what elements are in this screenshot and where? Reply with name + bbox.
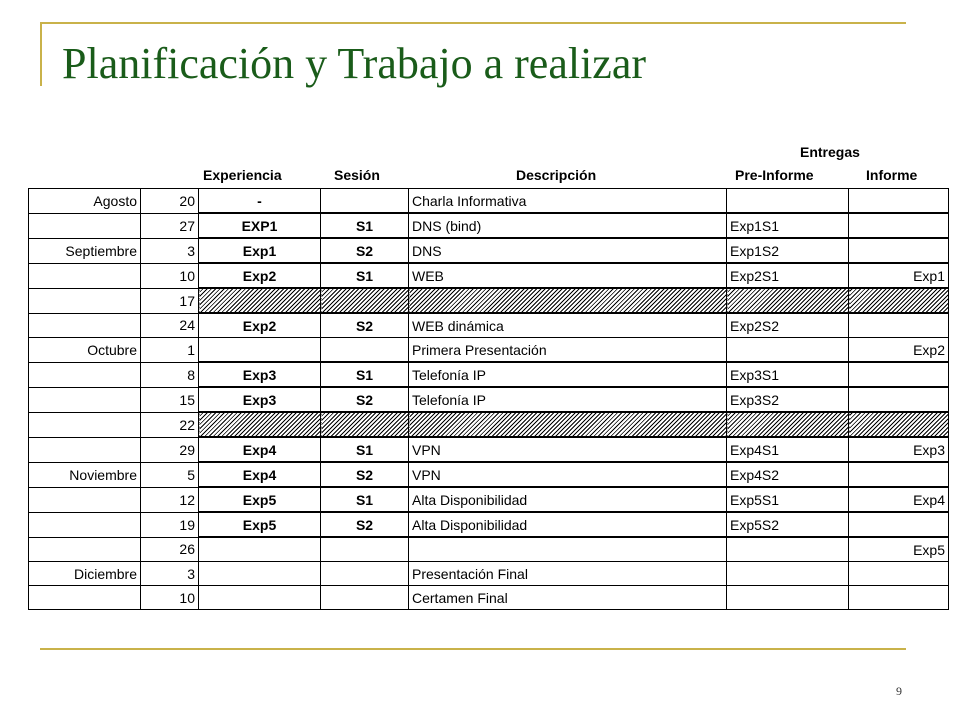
header-informe: Informe [866, 167, 918, 183]
informe-cell: Exp2 [849, 338, 949, 363]
day-cell: 29 [141, 437, 199, 462]
table-row [29, 412, 949, 437]
informe-cell: Exp5 [849, 537, 949, 562]
informe-cell [849, 586, 949, 610]
header-experiencia: Experiencia [203, 167, 282, 183]
descripcion-cell: VPN [409, 437, 727, 462]
month-cell [29, 313, 141, 338]
table-row [29, 586, 949, 610]
table-row [29, 512, 949, 537]
descripcion-cell [409, 412, 727, 437]
month-cell [29, 263, 141, 288]
descripcion-cell: Presentación Final [409, 562, 727, 586]
informe-cell [849, 412, 949, 437]
experiencia-cell: Exp4 [199, 437, 321, 462]
descripcion-cell: VPN [409, 462, 727, 487]
experiencia-cell: Exp2 [199, 263, 321, 288]
experiencia-cell: EXP1 [199, 213, 321, 238]
month-cell [29, 437, 141, 462]
descripcion-cell: DNS (bind) [409, 213, 727, 238]
informe-cell [849, 387, 949, 412]
experiencia-cell: - [199, 189, 321, 214]
day-cell: 3 [141, 238, 199, 263]
day-cell: 22 [141, 412, 199, 437]
descripcion-cell: Telefonía IP [409, 362, 727, 387]
day-cell: 10 [141, 263, 199, 288]
table-row [29, 288, 949, 313]
pre-informe-cell: Exp1S1 [727, 213, 849, 238]
header-sesion: Sesión [334, 167, 380, 183]
sesion-cell [321, 412, 409, 437]
header-descripcion: Descripción [516, 167, 597, 183]
sesion-cell: S1 [321, 263, 409, 288]
pre-informe-cell: Exp3S2 [727, 387, 849, 412]
experiencia-cell: Exp5 [199, 487, 321, 512]
informe-cell [849, 462, 949, 487]
day-cell: 10 [141, 586, 199, 610]
day-cell: 17 [141, 288, 199, 313]
table-row [29, 189, 949, 214]
day-cell: 8 [141, 362, 199, 387]
experiencia-cell: Exp3 [199, 387, 321, 412]
informe-cell [849, 562, 949, 586]
table-row [29, 387, 949, 412]
bottom-rule [40, 648, 906, 650]
sesion-cell: S1 [321, 437, 409, 462]
month-cell: Septiembre [29, 238, 141, 263]
schedule-table-wrapper [28, 188, 949, 610]
informe-cell [849, 189, 949, 214]
header-entregas: Entregas [800, 144, 860, 160]
month-cell: Diciembre [29, 562, 141, 586]
table-row [29, 213, 949, 238]
descripcion-cell [409, 288, 727, 313]
experiencia-cell: Exp1 [199, 238, 321, 263]
pre-informe-cell: Exp1S2 [727, 238, 849, 263]
descripcion-cell: Alta Disponibilidad [409, 487, 727, 512]
pre-informe-cell: Exp2S1 [727, 263, 849, 288]
experiencia-cell [199, 537, 321, 562]
experiencia-cell: Exp3 [199, 362, 321, 387]
month-cell [29, 362, 141, 387]
left-rule [40, 22, 42, 86]
experiencia-cell [199, 338, 321, 363]
table-row [29, 313, 949, 338]
pre-informe-cell [727, 288, 849, 313]
day-cell: 3 [141, 562, 199, 586]
experiencia-cell [199, 562, 321, 586]
month-cell [29, 586, 141, 610]
informe-cell [849, 238, 949, 263]
month-cell: Octubre [29, 338, 141, 363]
sesion-cell [321, 338, 409, 363]
informe-cell [849, 313, 949, 338]
month-cell [29, 537, 141, 562]
informe-cell: Exp1 [849, 263, 949, 288]
month-cell [29, 487, 141, 512]
month-cell [29, 288, 141, 313]
experiencia-cell: Exp2 [199, 313, 321, 338]
month-cell [29, 213, 141, 238]
day-cell: 19 [141, 512, 199, 537]
table-row [29, 238, 949, 263]
experiencia-cell [199, 288, 321, 313]
informe-cell [849, 213, 949, 238]
descripcion-cell: Telefonía IP [409, 387, 727, 412]
descripcion-cell [409, 537, 727, 562]
pre-informe-cell: Exp5S2 [727, 512, 849, 537]
day-cell: 15 [141, 387, 199, 412]
table-row [29, 362, 949, 387]
experiencia-cell [199, 412, 321, 437]
sesion-cell: S2 [321, 313, 409, 338]
sesion-cell [321, 537, 409, 562]
sesion-cell: S1 [321, 487, 409, 512]
descripcion-cell: DNS [409, 238, 727, 263]
pre-informe-cell [727, 412, 849, 437]
pre-informe-cell [727, 338, 849, 363]
header-pre-informe: Pre-Informe [735, 167, 814, 183]
sesion-cell [321, 562, 409, 586]
informe-cell [849, 512, 949, 537]
sesion-cell: S2 [321, 387, 409, 412]
descripcion-cell: Certamen Final [409, 586, 727, 610]
table-row [29, 437, 949, 462]
experiencia-cell: Exp4 [199, 462, 321, 487]
informe-cell [849, 288, 949, 313]
pre-informe-cell: Exp5S1 [727, 487, 849, 512]
month-cell: Noviembre [29, 462, 141, 487]
sesion-cell: S1 [321, 362, 409, 387]
descripcion-cell: Alta Disponibilidad [409, 512, 727, 537]
sesion-cell: S2 [321, 462, 409, 487]
pre-informe-cell: Exp2S2 [727, 313, 849, 338]
informe-cell [849, 362, 949, 387]
month-cell [29, 512, 141, 537]
pre-informe-cell [727, 586, 849, 610]
experiencia-cell: Exp5 [199, 512, 321, 537]
slide-title: Planificación y Trabajo a realizar [62, 39, 647, 88]
day-cell: 5 [141, 462, 199, 487]
month-cell [29, 412, 141, 437]
schedule-body [29, 189, 949, 610]
day-cell: 27 [141, 213, 199, 238]
page-number: 9 [896, 684, 902, 698]
month-cell: Agosto [29, 189, 141, 214]
descripcion-cell: Charla Informativa [409, 189, 727, 214]
day-cell: 1 [141, 338, 199, 363]
informe-cell: Exp4 [849, 487, 949, 512]
sesion-cell [321, 189, 409, 214]
pre-informe-cell: Exp3S1 [727, 362, 849, 387]
pre-informe-cell: Exp4S1 [727, 437, 849, 462]
pre-informe-cell [727, 562, 849, 586]
sesion-cell: S2 [321, 238, 409, 263]
day-cell: 12 [141, 487, 199, 512]
table-row [29, 487, 949, 512]
table-row [29, 562, 949, 586]
descripcion-cell: WEB [409, 263, 727, 288]
table-row [29, 263, 949, 288]
sesion-cell: S2 [321, 512, 409, 537]
sesion-cell [321, 288, 409, 313]
pre-informe-cell [727, 189, 849, 214]
sesion-cell [321, 586, 409, 610]
day-cell: 20 [141, 189, 199, 214]
schedule-table [28, 188, 949, 610]
month-cell [29, 387, 141, 412]
informe-cell: Exp3 [849, 437, 949, 462]
top-rule [40, 22, 906, 24]
table-row [29, 338, 949, 363]
day-cell: 26 [141, 537, 199, 562]
day-cell: 24 [141, 313, 199, 338]
table-row [29, 537, 949, 562]
descripcion-cell: WEB dinámica [409, 313, 727, 338]
experiencia-cell [199, 586, 321, 610]
pre-informe-cell: Exp4S2 [727, 462, 849, 487]
pre-informe-cell [727, 537, 849, 562]
sesion-cell: S1 [321, 213, 409, 238]
descripcion-cell: Primera Presentación [409, 338, 727, 363]
table-row [29, 462, 949, 487]
